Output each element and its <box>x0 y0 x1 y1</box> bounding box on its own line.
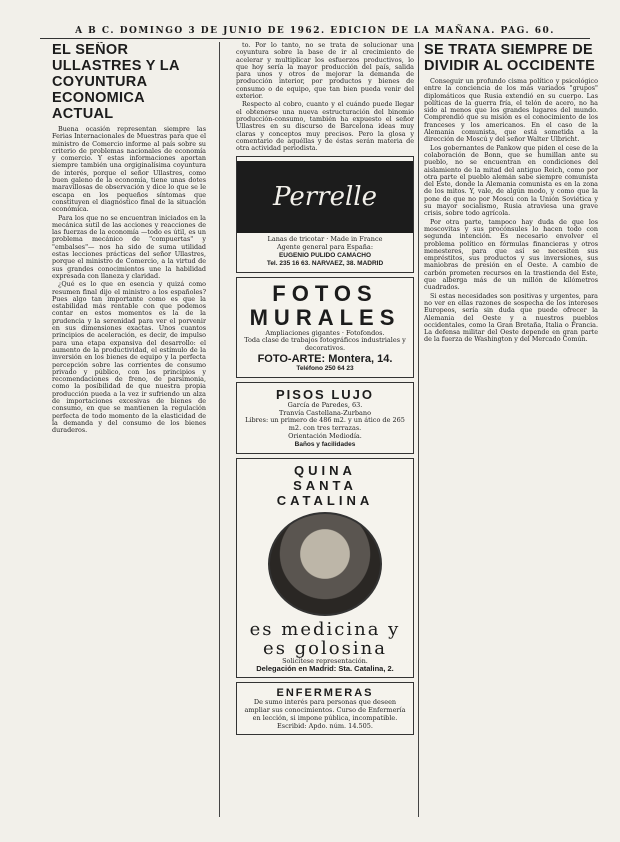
ad-pisos-lujo <box>236 382 414 454</box>
paragraph: Por otra parte, tampoco hay duda de que los moscovitas y sus procónsules lo hacen todo con segunda intención. Es necesario envolver el problema político en fórmulas financieras y otros menesteres, para que así se necesiten sus empréstitos, sus productos y sus inversiones, sus maniobras de presión en el Oeste. A cambio de carbón prometen recursos en la trastienda del Este, que alberga más de un millón de kilómetros cuadrados. <box>424 217 598 292</box>
paragraph: ¿Qué es lo que en esencia y quizá como resumen final dijo el ministro a los españoles? Pues algo tan importante como es que la estabilidad más rentable con que podemos contar en estos momentos es la de la prudencia y la serenidad para ver el porvenir en sus dimensiones exactas. Unos cuantos principios de aceleración, es decir, de impulso para una etapa expansiva del desarrollo: el aumento de la productividad, el estímulo de la inversión en los bienes de equipo y la perfecta percepción sobre las corrientes de consumo privado y público, con los principios y recomendaciones de freno, de parsimonia, como la posibilidad de que nuestra propia producción pueda a la vez ir sufriendo un alza de importaciones excesivas de bienes de consumo, en que se mantienen la regulación perfecta de todo momento de la elasticidad de la demanda y del consumo de los bienes duraderos. <box>52 280 206 435</box>
right-article-column <box>424 42 598 822</box>
ad-text: Orientación Mediodía. <box>288 432 362 441</box>
column-divider <box>219 42 220 817</box>
left-article-column <box>52 42 206 822</box>
perrelle-logo: Perrelle <box>237 161 413 233</box>
paragraph: Los gobernantes de Pankow que piden el cese de la colaboración de Bonn, que se humillan ante su pueblo, no se encuentran en condiciones del aislamiento de la mitad del antiguo Reich, como por otra parte el pueblo alemán sabe siempre comunista del Este, donde la Alemania comunista es en la zona de los mitos. Y, vale, de algún modo, y como que la pone de que no por Moscú con la Unión Soviética y su mayor socialismo, Rusia atraviesa una grave crisis, sobre todo agrícola. <box>424 143 598 218</box>
ad-text: Delegación en Madrid: Sta. Catalina, 2. <box>256 664 394 674</box>
ad-quina-santa-catalina <box>236 458 414 679</box>
middle-column <box>236 42 414 822</box>
ad-text: Toda clase de trabajos fotográficos industriales y decorativos. <box>244 336 406 353</box>
middle-article-body <box>236 42 414 152</box>
ad-phone: Teléfono 250 64 23 <box>296 365 354 373</box>
ad-title: QUINA <box>294 462 356 478</box>
ad-text: Solicítese representación. <box>282 656 368 665</box>
ad-title: FOTOS <box>272 280 378 306</box>
ad-title: PISOS LUJO <box>275 386 375 402</box>
ad-text: García de Paredes, 63. <box>287 400 363 409</box>
paragraph: Respecto al cobro, cuanto y el cuándo puede llegar el obtenerse una nueva estructuración del binomio producción-consumo, también ha expuesto el señor Ullastres en su discurso de Barcelona ideas muy claras y conceptos muy precisos. Pero la glosa y comentario de aquéllas y de éstas serán materia de otra actividad periodista. <box>236 100 414 153</box>
ad-title: MURALES <box>249 304 401 330</box>
paragraph: to. Por lo tanto, no se trata de solucionar una coyuntura sobre la base de ir al crecimiento de acelerar y multiplicar los esfuerzos productivos, lo que hoy sería la mayor producción del país, salida para unos y otros de mejorar la demanda de producción interior, por productos y bienes de consumo o de equipo, que tan bien pueda venir del exterior. <box>236 42 414 101</box>
nun-portrait-illustration <box>268 512 382 616</box>
paragraph: Conseguir un profundo cisma político y psicológico entre la conciencia de los más variados "grupos" diplomáticos que Rusia extendió en su cuerpo. Las políticas de la guerra fría, el telón de acero, no ha sido al menos que los grandes lugares del mundo. Comprendió que su misión es el conocimiento de los franceses y los americanos. En el caso de la Alemania comunista, que está sometida a la dirección de Moscú y del señor Walter Ulbricht. <box>424 77 598 144</box>
ad-enfermeras <box>236 682 414 735</box>
ad-text: EUGENIO PULIDO CAMACHO <box>278 252 372 260</box>
ad-text: Agente general para España: <box>276 243 374 252</box>
ad-text: Ampliaciones gigantes · Fotofondos. <box>265 328 385 337</box>
page-masthead: A B C. DOMINGO 3 DE JUNIO DE 1962. EDICION DE LA MAÑANA. PAG. 60. <box>40 26 590 39</box>
ad-text: De sumo interés para personas que deseen ampliar sus conocimientos. Curso de Enfermería en lección, si impone pública, incompatible. Escribid: Apdo. núm. 14.505. <box>244 698 406 730</box>
ad-perrelle <box>236 156 414 272</box>
ad-text: Tel. 235 16 63. NARVAEZ, 38. MADRID <box>266 259 384 267</box>
ad-text: Libres: un primero de 486 m2. y un ático de 265 m2. con tres terrazas. <box>245 416 405 433</box>
left-article-body <box>52 126 206 434</box>
ad-text: Baños y facilidades <box>294 440 356 448</box>
right-article-headline: SE TRATA SIEMPRE DE DIVIDIR AL OCCIDENTE <box>424 42 596 74</box>
paragraph: Buena ocasión representan siempre las Ferias Internacionales de Muestras para que el ministro de Comercio informe al país sobre su criterio de problemas nacionales de economía y comercio. Y estas informaciones aportan siempre también una orgiginalísima coyuntura de interés, porque el señor Ullastres, como buen galeno de la economía, tiene unas dotes maravillosas de observación y dice lo que se le escapa en los pequeños síntomas que constituyen el diagnóstico final de la situación económica. <box>52 125 206 214</box>
ad-slogan: es golosina <box>263 637 387 659</box>
paragraph: Para los que no se encuentran iniciados en la mecánica sutil de las acciones y reacciones de las fuerzas de la economía —todo es útil, es un problema mecánico de "compuertas" y "embalses"— nos ha sido de suma utilidad estas lecciones prácticas del señor Ullastres, porque el ministro de Comercio, a la virtud de sus grandes conocimientos une la habilidad expresada con llaneza y claridad. <box>52 213 206 280</box>
left-article-headline: EL SEÑOR ULLASTRES Y LA COYUNTURA ECONOMICA ACTUAL <box>52 42 180 122</box>
right-article-body <box>424 78 598 344</box>
ad-address: FOTO-ARTE: Montera, 14. <box>257 353 393 366</box>
ad-title: ENFERMERAS <box>276 687 374 700</box>
ad-fotos-murales <box>236 277 414 378</box>
paragraph: Si estas necesidades son positivas y urgentes, para no ver en ellas razones de sospecha de los intereses Europeos, sería sin duda que puede ofrecer la Alemania del Oeste y a nuestros pueblos occidentales, como la Gran Bretaña, Italia o Francia. La defensa militar del Oeste depende en gran parte de la fuerza de Washington y del Mercado Común. <box>424 291 598 344</box>
ad-slogan: es medicina y <box>249 618 401 640</box>
column-divider <box>418 42 419 817</box>
ad-text: Lanas de tricotar · Made in France <box>267 235 383 244</box>
ad-text: Tranvía Castellana-Zurbano <box>278 408 372 417</box>
ad-title: SANTA CATALINA <box>276 477 374 508</box>
